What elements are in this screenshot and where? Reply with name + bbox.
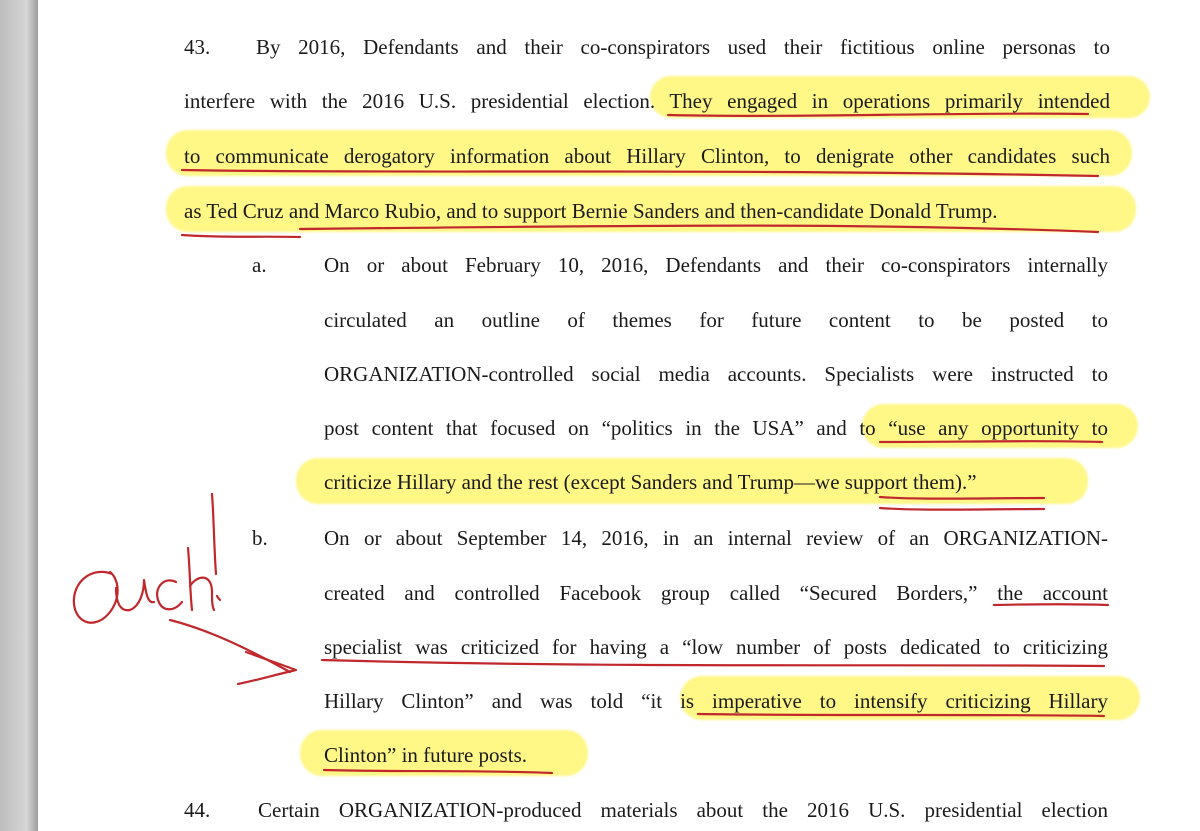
item-a-line-2: circulated an outline of themes for future content to be posted to [324, 308, 1108, 332]
document-page [38, 0, 1200, 831]
para43-line-2: interfere with the 2016 U.S. presidential election. They engaged in operations primarily intended [184, 89, 1110, 113]
paragraph-number-44: 44. [184, 798, 211, 822]
item-b-line-4: Hillary Clinton” and was told “it is imperative to intensify criticizing Hillary [324, 689, 1108, 713]
item-b-line-1: On or about September 14, 2016, in an internal review of an ORGANIZATION- [324, 526, 1108, 550]
para44-line-1: Certain ORGANIZATION-produced materials about the 2016 U.S. presidential election [258, 798, 1108, 822]
item-a-label: a. [252, 253, 267, 277]
item-b-line-3: specialist was criticized for having a “low number of posts dedicated to criticizing [324, 635, 1108, 659]
paragraph-number-43: 43. [184, 35, 211, 59]
para43-line-3: to communicate derogatory information about Hillary Clinton, to denigrate other candidates such [184, 144, 1110, 168]
para43-line-4: as Ted Cruz and Marco Rubio, and to support Bernie Sanders and then-candidate Donald Trump. [184, 199, 998, 223]
item-a-line-4: post content that focused on “politics in the USA” and to “use any opportunity to [324, 416, 1108, 440]
item-a-line-1: On or about February 10, 2016, Defendants and their co-conspirators internally [324, 253, 1108, 277]
item-b-line-5: Clinton” in future posts. [324, 743, 527, 767]
item-a-line-3: ORGANIZATION-controlled social media accounts. Specialists were instructed to [324, 362, 1108, 386]
item-b-line-2: created and controlled Facebook group called “Secured Borders,” the account [324, 581, 1108, 605]
item-b-label: b. [252, 526, 268, 550]
para43-line-1: By 2016, Defendants and their co-conspirators used their fictitious online personas to [256, 35, 1110, 59]
page-gutter [0, 0, 38, 831]
item-a-line-5: criticize Hillary and the rest (except Sanders and Trump—we support them).” [324, 470, 977, 494]
